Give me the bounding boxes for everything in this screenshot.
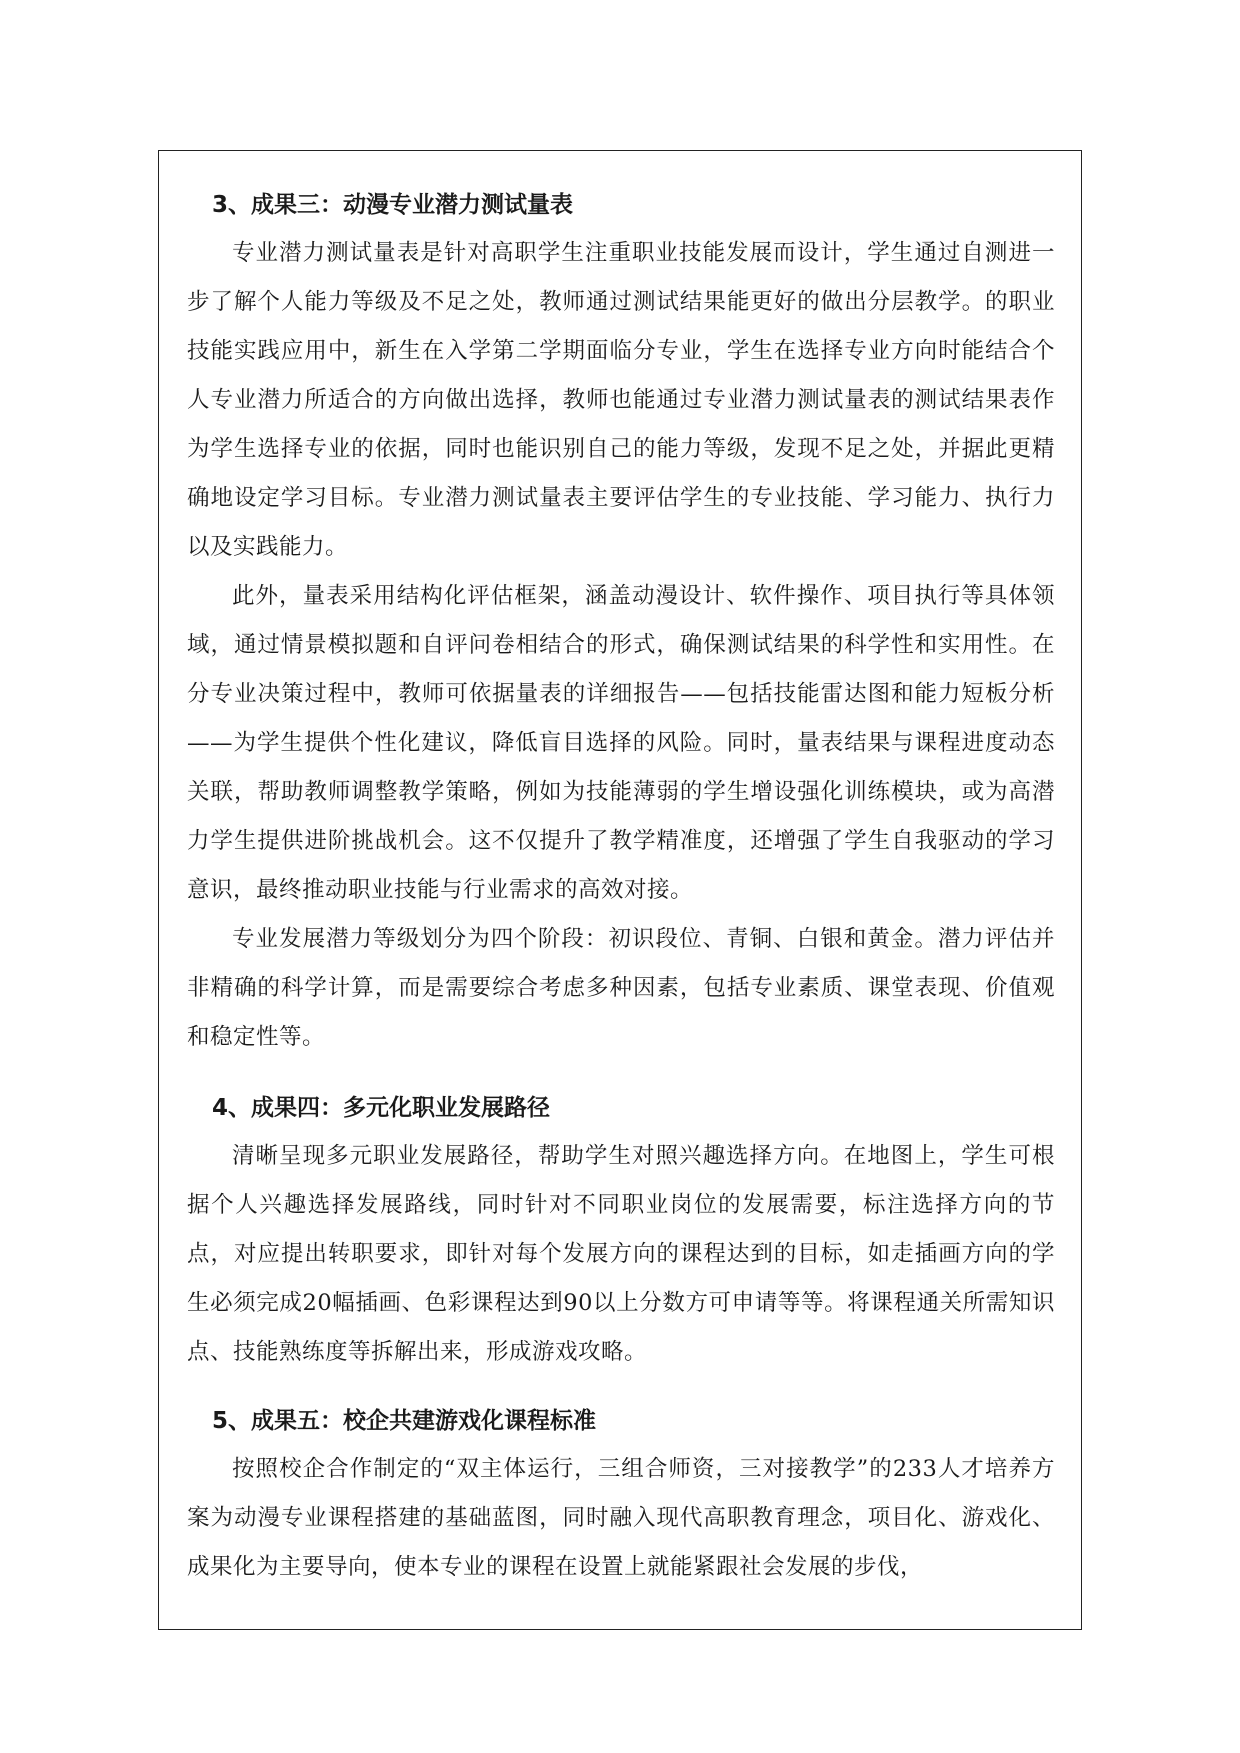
section-spacer [187,1377,1055,1397]
section-5-paragraph-1: 按照校企合作制定的“双主体运行，三组合师资，三对接教学”的233人才培养方案为动漫专业课程搭建的基础蓝图，同时融入现代高职教育理念，项目化、游戏化、成果化为主要导向，使本专业的课程在设置上就能紧跟社会发展的步伐， [187,1456,1055,1580]
section-3-paragraph-1: 专业潜力测试量表是针对高职学生注重职业技能发展而设计，学生通过自测进一步了解个人能力等级及不足之处，教师通过测试结果能更好的做出分层教学。的职业技能实践应用中，新生在入学第二学期面临分专业，学生在选择专业方向时能结合个人专业潜力所适合的方向做出选择，教师也能通过专业潜力测试量表的测试结果表作为学生选择专业的依据，同时也能识别自己的能力等级，发现不足之处，并据此更精确地设定学习目标。专业潜力测试量表主要评估学生的专业技能、学习能力、执行力以及实践能力。 [187,240,1055,560]
section-3-heading: 3、成果三：动漫专业潜力测试量表 [212,192,574,218]
section-4-paragraph-1: 清晰呈现多元职业发展路径，帮助学生对照兴趣选择方向。在地图上，学生可根据个人兴趣选择发展路线，同时针对不同职业岗位的发展需要，标注选择方向的节点，对应提出转职要求，即针对每个发展方向的课程达到的目标，如走插画方向的学生必须完成20幅插画、色彩课程达到90以上分数方可申请等等。将课程通关所需知识点、技能熟练度等拆解出来，形成游戏攻略。 [187,1143,1055,1365]
section-5-heading: 5、成果五：校企共建游戏化课程标准 [212,1408,597,1434]
section-3-paragraph-2: 此外，量表采用结构化评估框架，涵盖动漫设计、软件操作、项目执行等具体领域，通过情景模拟题和自评问卷相结合的形式，确保测试结果的科学性和实用性。在分专业决策过程中，教师可依据量表的详细报告——包括技能雷达图和能力短板分析——为学生提供个性化建议，降低盲目选择的风险。同时，量表结果与课程进度动态关联，帮助教师调整教学策略，例如为技能薄弱的学生增设强化训练模块，或为高潜力学生提供进阶挑战机会。这不仅提升了教学精准度，还增强了学生自我驱动的学习意识，最终推动职业技能与行业需求的高效对接。 [187,583,1055,903]
section-spacer [187,1062,1055,1084]
document-frame [158,150,1082,1630]
document-body [187,181,1055,1592]
section-4-heading: 4、成果四：多元化职业发展路径 [212,1095,551,1121]
section-3-paragraph-3: 专业发展潜力等级划分为四个阶段：初识段位、青铜、白银和黄金。潜力评估并非精确的科学计算，而是需要综合考虑多种因素，包括专业素质、课堂表现、价值观和稳定性等。 [187,926,1055,1050]
